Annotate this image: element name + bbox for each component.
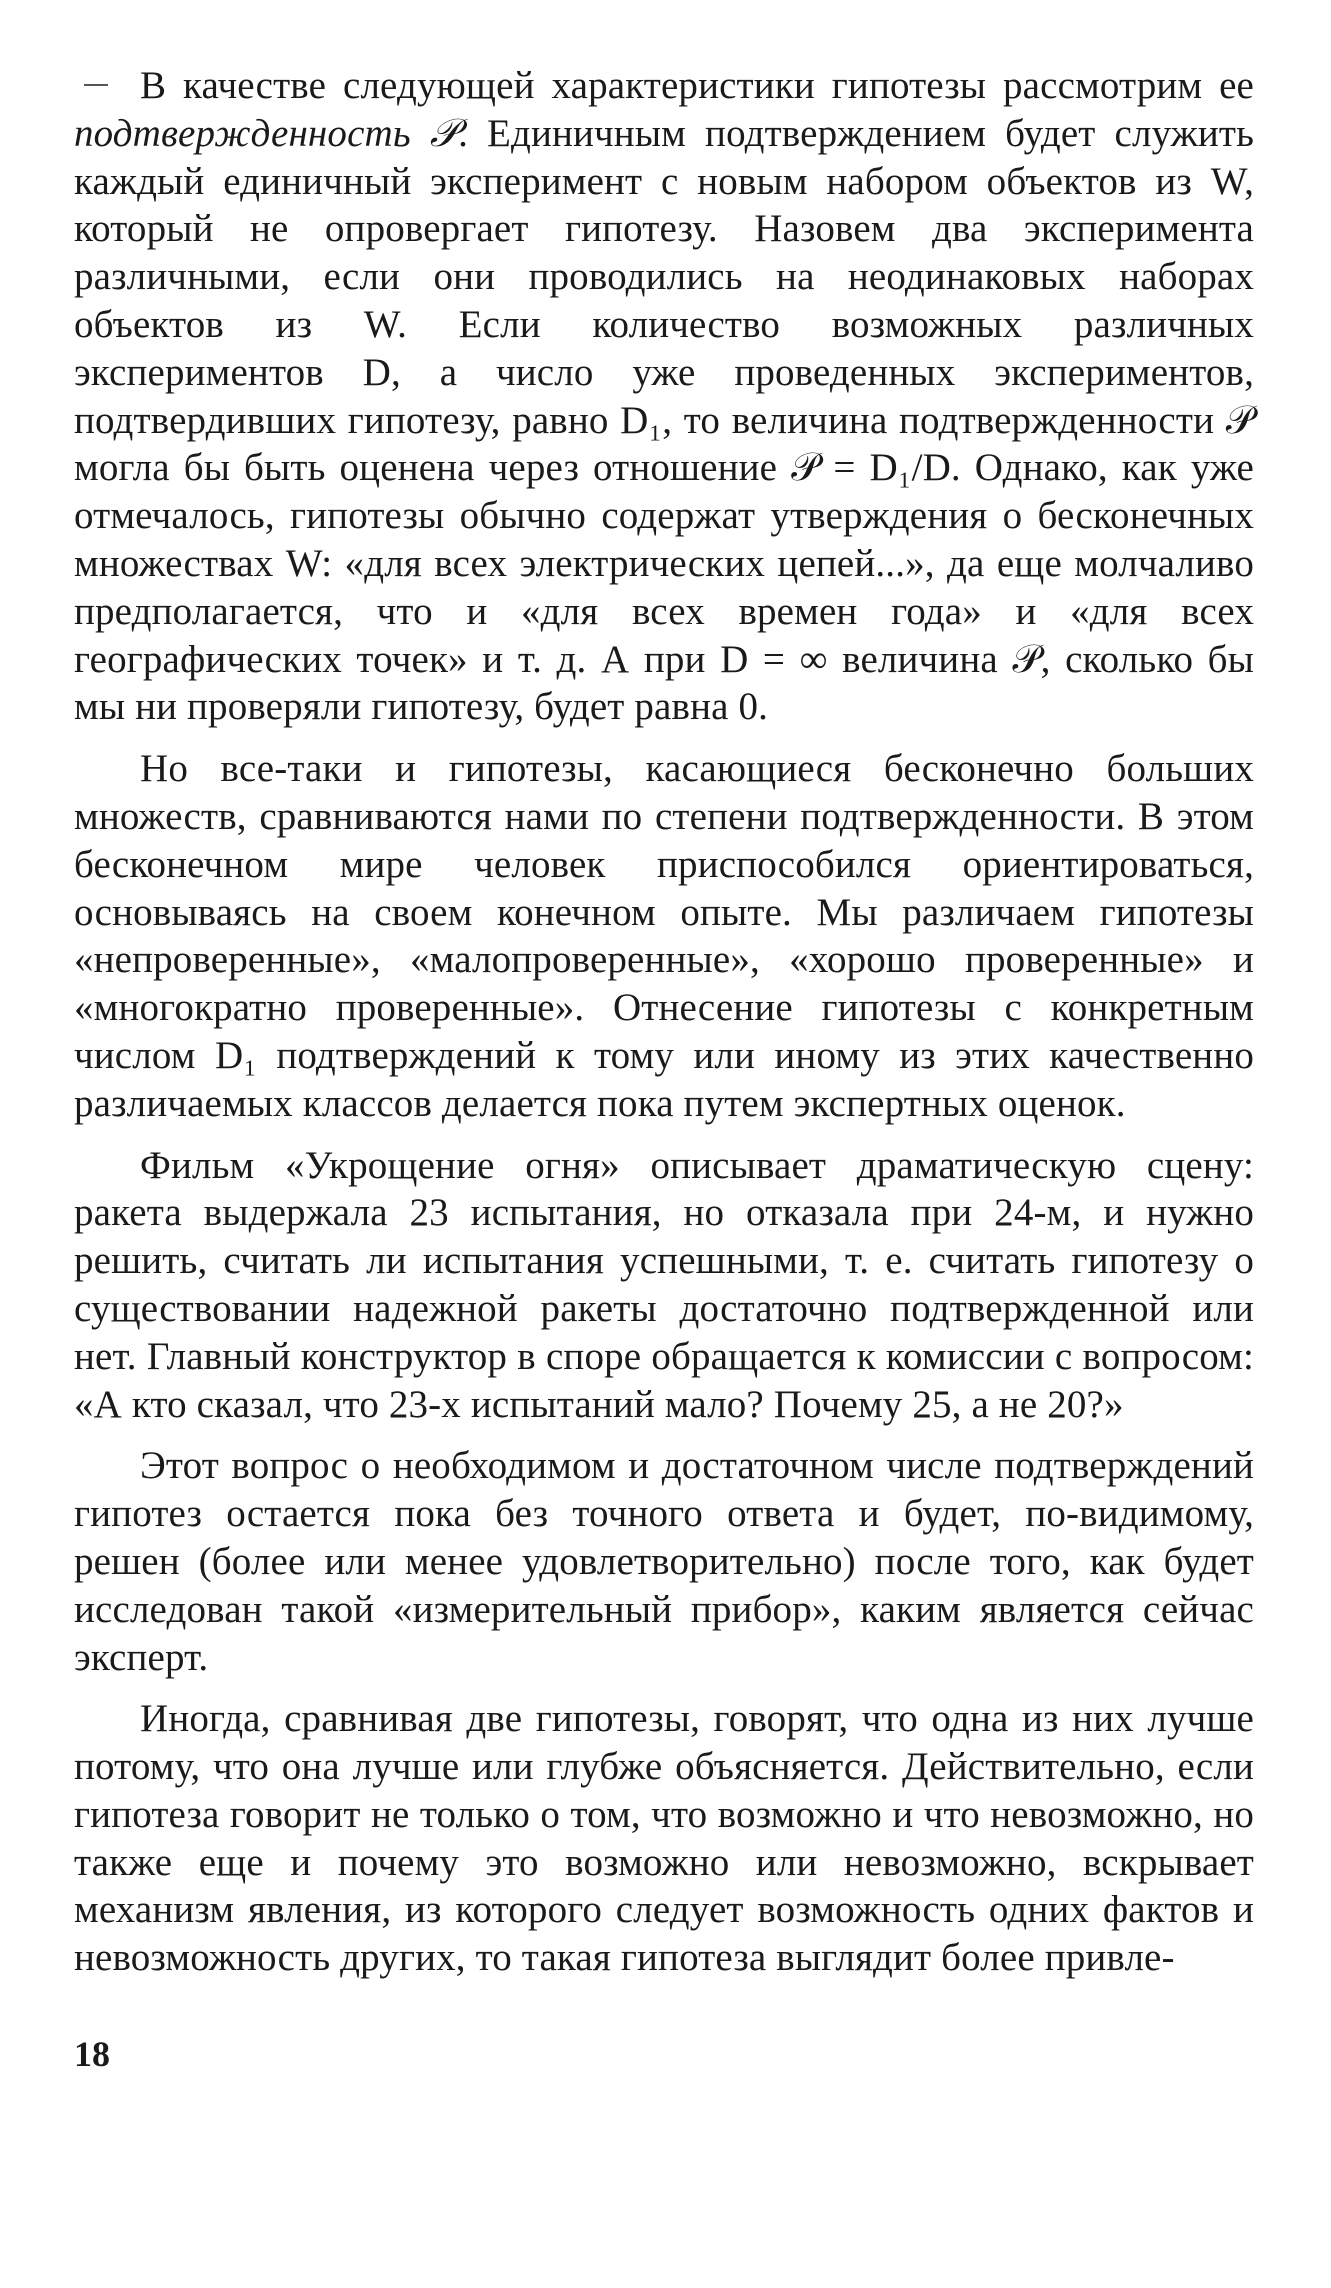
paragraph-3 <box>74 1142 1254 1429</box>
page-number: 18 <box>74 2034 110 2074</box>
paragraph-3-text: Фильм «Укрощение огня» описывает драматическую сцену: ракета выдержала 23 испытания, но отказала при 24-м, и нужно решить, считать ли испытания успешными, т. е. считать гипотезу о существовании надежной ракеты достаточно подтвержденной или нет. Главный конструктор в споре обращается к комиссии с вопросом: «А кто сказал, что 23-х испытаний мало? Почему 25, а не 20?» <box>74 1143 1254 1426</box>
paragraph-1-text-a: В качестве следующей характеристики гипотезы рассмотрим ее <box>140 64 1254 107</box>
paragraph-4 <box>74 1442 1254 1681</box>
paragraph-1 <box>74 62 1254 731</box>
paragraph-4-text: Этот вопрос о необходимом и достаточном числе подтверждений гипотез остается пока без точного ответа и будет, по-видимому, решен (более или менее удовлетворительно) после того, как будет исследован такой «измерительный прибор», каким является сейчас эксперт. <box>74 1444 1254 1679</box>
paragraph-2-text: Но все-таки и гипотезы, касающиеся бесконечно больших множеств, сравниваются нами по степени подтвержденности. В этом бесконечном мире человек приспособился ориентироваться, основываясь на своем конечном опыте. Мы различаем гипотезы «непроверенные», «малопроверенные», «хорошо проверенные» и «многократно проверенные». Отнесение гипотезы с конкретным числом D₁ подтверждений к тому или иному из этих качественно различаемых классов делается пока путем экспертных оценок. <box>74 747 1254 1125</box>
paragraph-1-italic-term: подтвержденность 𝒫 <box>74 111 459 155</box>
page-body <box>74 62 1254 1996</box>
paragraph-1-text-b: . Единичным подтверждением будет служить каждый единичный эксперимент с новым набором объектов из W, который не опровергает гипотезу. Назовем два эксперимента различными, если они проводились на неодинаковых наборах объектов из W. Если количество возможных различных экспериментов D, а число уже проведенных экспериментов, подтвердивших гипотезу, равно D₁, то величина подтвержденности 𝒫 могла бы быть оценена через отношение 𝒫 = D₁/D. Однако, как уже отмечалось, гипотезы обычно содержат утверждения о бесконечных множествах W: «для всех электрических цепей...», да еще молчаливо предполагается, что и «для всех времен года» и «для всех географических точек» и т. д. А при D = ∞ величина 𝒫, сколько бы мы ни проверяли гипотезу, будет равна 0. <box>74 111 1254 729</box>
paragraph-5 <box>74 1695 1254 1982</box>
paragraph-2 <box>74 745 1254 1127</box>
paragraph-5-text: Иногда, сравнивая две гипотезы, говорят, что одна из них лучше потому, что она лучше или глубже объясняется. Действительно, если гипотеза говорит не только о том, что возможно и что невозможно, но также еще и почему это возможно или невозможно, вскрывает механизм явления, из которого следует возможность одних фактов и невозможность других, то такая гипотеза выглядит более привле- <box>74 1697 1254 1980</box>
